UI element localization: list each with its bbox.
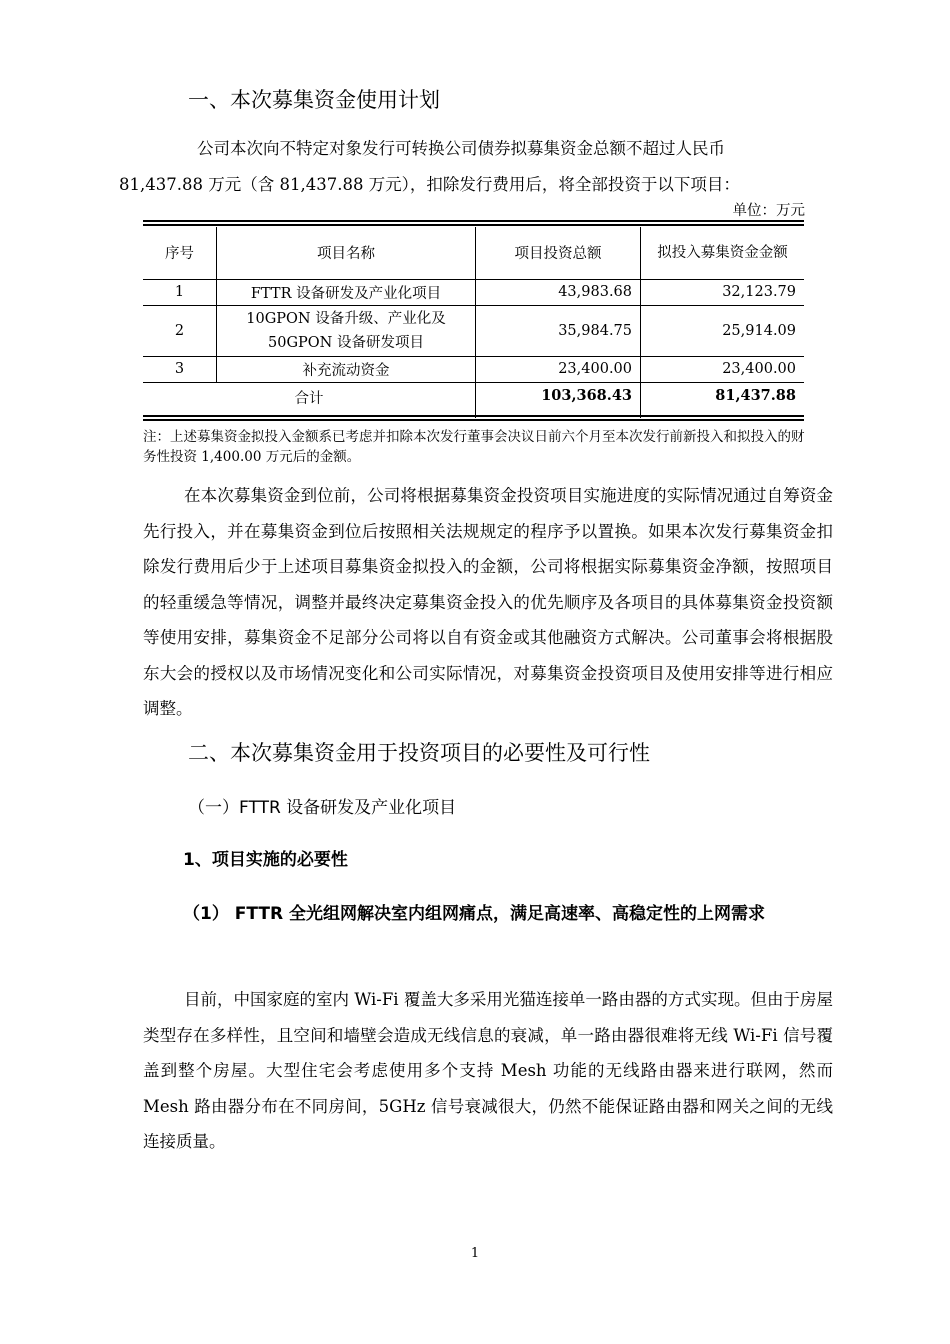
row3-total: 23,400.00 bbox=[476, 356, 641, 382]
row1-total: 43,983.68 bbox=[476, 279, 641, 305]
table-bottom-rule-2 bbox=[143, 419, 804, 421]
table-total-row bbox=[143, 382, 804, 418]
row3-no: 3 bbox=[143, 356, 217, 382]
item-title: 1、项目实施的必要性 bbox=[183, 850, 348, 870]
total-sum: 103,368.43 bbox=[476, 382, 641, 418]
section2-paragraph: 目前，中国家庭的室内 Wi-Fi 覆盖大多采用光猫连接单一路由器的方式实现。但由于房屋类型存在多样性，且空间和墙壁会造成无线信息的衰减，单一路由器很难将无线 Wi-Fi 信号覆盖到整个房屋。大型住宅会考虑使用多个支持 Mesh 功能的无线路由器来进行联网，然而 Mesh 路由器分布在不同房间，5GHz 信号衰减很大，仍然不能保证路由器和网关之间的无线连接质量。 bbox=[143, 990, 833, 1151]
row2-raise: 25,914.09 bbox=[641, 305, 805, 356]
total-raise: 81,437.88 bbox=[641, 382, 805, 418]
row2-total: 35,984.75 bbox=[476, 305, 641, 356]
header-name: 项目名称 bbox=[217, 227, 476, 279]
table-note: 注：上述募集资金拟投入金额系已考虑并扣除本次发行董事会决议日前六个月至本次发行前新投入和拟投入的财务性投资 1,400.00 万元后的金额。 bbox=[143, 429, 805, 465]
header-total: 项目投资总额 bbox=[476, 227, 641, 279]
subsection-title: （一）FTTR 设备研发及产业化项目 bbox=[188, 798, 457, 818]
table-header-row bbox=[143, 227, 804, 279]
table-top-rule bbox=[143, 220, 804, 222]
row1-raise: 32,123.79 bbox=[641, 279, 805, 305]
table-row bbox=[143, 356, 804, 382]
page-number: 1 bbox=[470, 1246, 480, 1261]
row1-no: 1 bbox=[143, 279, 217, 305]
section1-title: 一、本次募集资金使用计划 bbox=[188, 88, 440, 112]
fund-table bbox=[143, 227, 804, 418]
unit-label: 单位：万元 bbox=[732, 203, 805, 219]
section2-title: 二、本次募集资金用于投资项目的必要性及可行性 bbox=[188, 741, 650, 765]
header-raise: 拟投入募集资金金额 bbox=[641, 227, 805, 279]
row3-name: 补充流动资金 bbox=[217, 356, 476, 382]
header-no: 序号 bbox=[143, 227, 217, 279]
total-label: 合计 bbox=[143, 382, 476, 418]
row2-name: 10GPON 设备升级、产业化及 50GPON 设备研发项目 bbox=[217, 305, 476, 356]
table-row bbox=[143, 279, 804, 305]
intro-line1: 公司本次向不特定对象发行可转换公司债券拟募集资金总额不超过人民币 bbox=[197, 139, 725, 158]
table-row bbox=[143, 305, 804, 356]
row1-name: FTTR 设备研发及产业化项目 bbox=[217, 279, 476, 305]
row3-raise: 23,400.00 bbox=[641, 356, 805, 382]
point-heading: （1） FTTR 全光组网解决室内组网痛点，满足高速率、高稳定性的上网需求 bbox=[183, 904, 765, 924]
section1-paragraph: 在本次募集资金到位前，公司将根据募集资金投资项目实施进度的实际情况通过自筹资金先行投入，并在募集资金到位后按照相关法规规定的程序予以置换。如果本次发行募集资金扣除发行费用后少于上述项目募集资金拟投入的金额，公司将根据实际募集资金净额，按照项目的轻重缓急等情况，调整并最终决定募集资金投入的优先顺序及各项目的具体募集资金投资额等使用安排，募集资金不足部分公司将以自有资金或其他融资方式解决。公司董事会将根据股东大会的授权以及市场情况变化和公司实际情况，对募集资金投资项目及使用安排等进行相应调整。 bbox=[143, 486, 833, 718]
intro-line2: 81,437.88 万元（含 81,437.88 万元），扣除发行费用后，将全部投资于以下项目： bbox=[119, 175, 740, 194]
table-top-rule-2 bbox=[143, 224, 804, 226]
row2-no: 2 bbox=[143, 305, 217, 356]
fund-table-wrap bbox=[143, 227, 804, 418]
table-bottom-rule bbox=[143, 415, 804, 417]
